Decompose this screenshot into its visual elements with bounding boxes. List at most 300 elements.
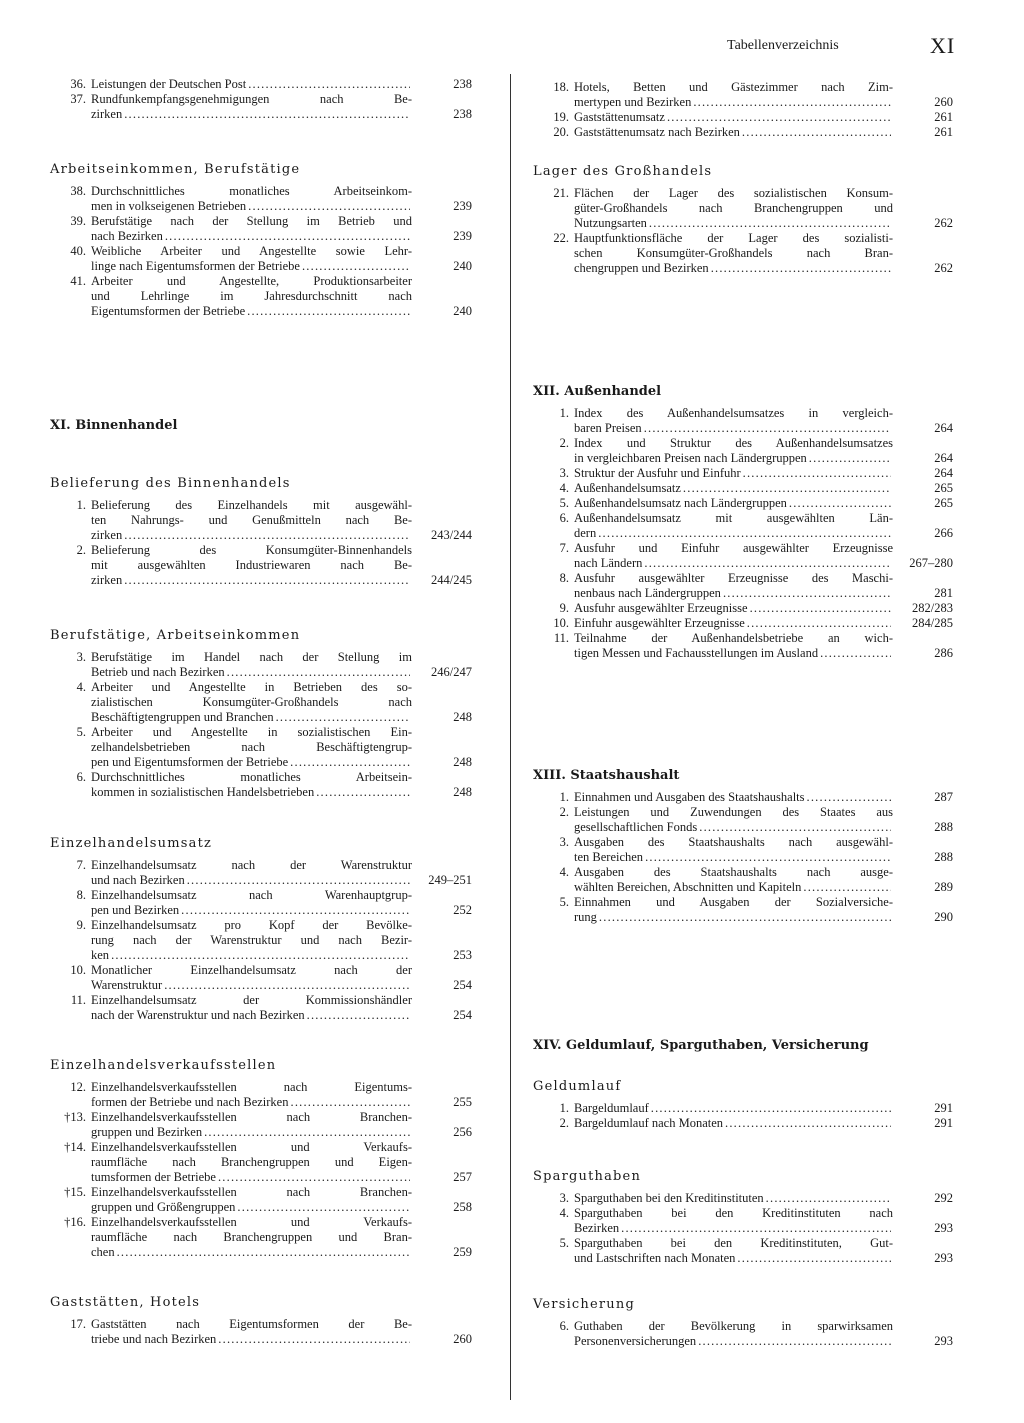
entry-title-text: triebe und nach Bezirken (91, 1332, 217, 1346)
entry-title-line (574, 1221, 893, 1236)
entry-title-text: Sparguthaben bei den Kreditinstituten (574, 1191, 764, 1205)
entry-title-text: nach Ländern (574, 556, 643, 570)
dot-leader (750, 601, 891, 616)
toc-entry (533, 481, 953, 496)
entry-page-number: 240 (453, 304, 472, 318)
entry-title-text: formen der Betriebe und nach Bezirken (91, 1095, 289, 1109)
entry-title-text: Gaststättenumsatz (574, 110, 665, 124)
dot-leader (644, 556, 891, 571)
subsection-block (50, 834, 472, 1023)
entry-list (533, 406, 953, 661)
entry-number: 19. (553, 110, 569, 124)
entry-title-line: Guthaben der Bevölkerung in sparwirksamen (574, 1319, 893, 1333)
entry-title-text: men in volkseigenen Betrieben (91, 199, 247, 213)
entry-page-number: 288 (934, 820, 953, 834)
entry-number: 18. (553, 80, 569, 94)
dot-leader (667, 110, 891, 125)
entry-page-number: 266 (934, 526, 953, 540)
entry-block (50, 73, 472, 122)
toc-entry (533, 80, 953, 110)
entry-page-number: 282/283 (912, 601, 953, 615)
subsection-block (533, 162, 953, 276)
entry-title-line (574, 1116, 893, 1131)
column-divider (510, 74, 511, 1400)
entry-title-line: ten Nahrungs- und Genußmitteln nach Be- (91, 513, 412, 527)
dot-leader (302, 259, 410, 274)
entry-title-text: wählten Bereichen, Abschnitten und Kapiteln (574, 880, 802, 894)
subsection-block (50, 1056, 472, 1260)
entry-title-line: zialistischen Konsumgüter-Großhandels nach (91, 695, 412, 709)
entry-title-line: Belieferung des Konsumgüter-Binnenhandels (91, 543, 412, 557)
dot-leader (187, 873, 410, 888)
entry-title-text: gesellschaftlichen Fonds (574, 820, 698, 834)
entry-title-line: Ausfuhr und Einfuhr ausgewählter Erzeugnisse (574, 541, 893, 555)
entry-number: 10. (70, 963, 86, 977)
dot-leader (598, 526, 891, 541)
entry-title-text: nenbaus nach Ländergruppen (574, 586, 721, 600)
dot-leader (743, 466, 891, 481)
entry-title-line: raumfläche nach Branchengruppen und Bran- (91, 1230, 412, 1244)
entry-number: 5. (559, 1236, 569, 1250)
entry-title-line: Sparguthaben bei den Kreditinstituten nach (574, 1206, 893, 1220)
entry-title-line: Einzelhandelsumsatz pro Kopf der Bevölke- (91, 918, 412, 932)
dot-leader (809, 451, 891, 466)
entry-title-line (574, 790, 893, 805)
toc-entry (533, 805, 953, 835)
entry-title-text: tigen Messen und Fachausstellungen im Ausland (574, 646, 819, 660)
entry-number: 4. (559, 1206, 569, 1220)
entry-list (50, 498, 472, 588)
entry-title-line (574, 556, 893, 571)
entry-title-line (574, 910, 893, 925)
toc-entry (533, 835, 953, 865)
entry-number: 4. (559, 481, 569, 495)
entry-title-text: pen und Bezirken (91, 903, 180, 917)
entry-title-line (574, 1251, 893, 1266)
entry-title-line (574, 451, 893, 466)
entry-number: 8. (76, 888, 86, 902)
toc-entry (533, 1116, 953, 1131)
entry-number: 9. (559, 601, 569, 615)
subsection-heading: Einzelhandelsverkaufsstellen (50, 1058, 277, 1073)
entry-number: 36. (70, 77, 86, 91)
entry-title-text: zirken (91, 107, 123, 121)
dot-leader (789, 496, 891, 511)
entry-title-text: gruppen und Bezirken (91, 1125, 203, 1139)
entry-number: 40. (70, 244, 86, 258)
entry-title-line (91, 528, 412, 543)
subsection-block (50, 474, 472, 588)
entry-title-line (91, 710, 412, 725)
entry-title-line (574, 1334, 893, 1349)
dot-leader (247, 304, 410, 319)
subsection-heading: Einzelhandelsumsatz (50, 836, 213, 851)
toc-entry (533, 1101, 953, 1116)
toc-entry (50, 993, 472, 1023)
subsection-heading: Gaststätten, Hotels (50, 1295, 201, 1310)
entry-page-number: 264 (934, 466, 953, 480)
toc-entry (533, 1319, 953, 1349)
toc-entry (533, 110, 953, 125)
entry-number: 6. (559, 1319, 569, 1333)
entry-number: 3. (559, 835, 569, 849)
entry-list (50, 184, 472, 319)
entry-title-text: rung (574, 910, 597, 924)
entry-page-number: 239 (453, 229, 472, 243)
entry-title-line (574, 95, 893, 110)
entry-page-number: 293 (934, 1221, 953, 1235)
entry-title-line (574, 421, 893, 436)
entry-number: 21. (553, 186, 569, 200)
entry-title-text: Ausfuhr ausgewählter Erzeugnisse (574, 601, 748, 615)
section-heading: XII. Außenhandel (533, 384, 662, 399)
entry-number: 5. (76, 725, 86, 739)
entry-title-line: rung nach der Warenstruktur und nach Bezir- (91, 933, 412, 947)
entry-title-line (91, 259, 412, 274)
dot-leader (649, 216, 891, 231)
entry-number: 2. (559, 1116, 569, 1130)
section-block (50, 416, 472, 436)
entry-page-number: 264 (934, 421, 953, 435)
entry-title-line (574, 1101, 893, 1116)
entry-page-number: 259 (453, 1245, 472, 1259)
dot-leader (699, 820, 891, 835)
subsection-block (533, 1295, 953, 1349)
toc-entry (50, 1080, 472, 1110)
entry-title-line (574, 110, 893, 125)
entry-title-line: Sparguthaben bei den Kreditinstituten, Gut- (574, 1236, 893, 1250)
dot-leader (204, 1125, 410, 1140)
entry-title-line (91, 755, 412, 770)
toc-entry (50, 888, 472, 918)
dot-leader (276, 710, 410, 725)
entry-title-line: Rundfunkempfangsgenehmigungen nach Be- (91, 92, 412, 106)
entry-title-line (574, 601, 893, 616)
entry-title-line: mit ausgewählten Industriewaren nach Be- (91, 558, 412, 572)
entry-number: 3. (559, 1191, 569, 1205)
entry-page-number: 248 (453, 785, 472, 799)
entry-title-line (574, 216, 893, 231)
entry-page-number: 255 (453, 1095, 472, 1109)
entry-list (50, 1080, 472, 1260)
toc-entry (50, 918, 472, 963)
entry-list (533, 1319, 953, 1349)
entry-page-number: 258 (453, 1200, 472, 1214)
section-block (533, 766, 953, 925)
entry-list (533, 186, 953, 276)
toc-entry (50, 963, 472, 993)
entry-page-number: 267–280 (909, 556, 953, 570)
subsection-block (533, 1077, 953, 1131)
entry-number: 2. (76, 543, 86, 557)
dot-leader (290, 755, 410, 770)
entry-page-number: 238 (453, 107, 472, 121)
entry-title-text: zirken (91, 528, 123, 542)
entry-page-number: 254 (453, 1008, 472, 1022)
entry-title-line (574, 880, 893, 895)
dot-leader (807, 790, 891, 805)
toc-entry (50, 1140, 472, 1185)
entry-title-line: Weibliche Arbeiter und Angestellte sowie Lehr- (91, 244, 412, 258)
toc-entry (533, 895, 953, 925)
entry-title-line (574, 125, 893, 140)
subsection-heading: Lager des Großhandels (533, 164, 713, 179)
entry-title-line (91, 978, 412, 993)
subsection-heading: Berufstätige, Arbeitseinkommen (50, 628, 301, 643)
entry-title-text: Struktur der Ausfuhr und Einfuhr (574, 466, 741, 480)
toc-entry (533, 125, 953, 140)
entry-title-text: Nutzungsarten (574, 216, 647, 230)
entry-title-line (91, 199, 412, 214)
entry-number: 17. (70, 1317, 86, 1331)
toc-entry (50, 274, 472, 319)
entry-number: †13. (64, 1110, 86, 1124)
toc-entry (50, 1110, 472, 1140)
entry-number: 1. (559, 790, 569, 804)
entry-title-text: baren Preisen (574, 421, 642, 435)
dot-leader (820, 646, 891, 661)
entry-page-number: 286 (934, 646, 953, 660)
toc-entry (533, 571, 953, 601)
entry-list (50, 858, 472, 1023)
toc-entry (50, 184, 472, 214)
entry-title-text: ten Bereichen (574, 850, 644, 864)
entry-page-number: 291 (934, 1101, 953, 1115)
entry-title-line (91, 229, 412, 244)
subsection-heading: Versicherung (533, 1297, 635, 1312)
dot-leader (747, 616, 891, 631)
entry-page-number: 248 (453, 710, 472, 724)
entry-number: 37. (70, 92, 86, 106)
entry-title-line: Einzelhandelsverkaufsstellen und Verkaufs- (91, 1215, 412, 1229)
entry-title-line (91, 107, 412, 122)
toc-entry (50, 543, 472, 588)
entry-title-text: Betrieb und nach Bezirken (91, 665, 225, 679)
entry-number: 2. (559, 436, 569, 450)
entry-title-line (574, 850, 893, 865)
entry-page-number: 293 (934, 1251, 953, 1265)
entry-title-line (574, 526, 893, 541)
entry-title-line: güter-Großhandels nach Branchengruppen und (574, 201, 893, 215)
entry-title-line: Hauptfunktionsfläche der Lager des sozialisti- (574, 231, 893, 245)
dot-leader (218, 1332, 410, 1347)
entry-title-text: Warenstruktur (91, 978, 163, 992)
subsection-heading: Arbeitseinkommen, Berufstätige (50, 162, 301, 177)
entry-title-text: Beschäftigtengruppen und Branchen (91, 710, 274, 724)
entry-title-text: pen und Eigentumsformen der Betriebe (91, 755, 289, 769)
entry-title-line: Leistungen und Zuwendungen des Staates aus (574, 805, 893, 819)
entry-title-line: Monatlicher Einzelhandelsumsatz nach der (91, 963, 412, 977)
entry-title-text: und nach Bezirken (91, 873, 185, 887)
toc-entry (50, 244, 472, 274)
dot-leader (651, 1101, 891, 1116)
entry-title-line: zelhandelsbetrieben nach Beschäftigtengrup- (91, 740, 412, 754)
dot-leader (723, 586, 891, 601)
entry-title-line (91, 1245, 412, 1260)
dot-leader (164, 978, 410, 993)
entry-page-number: 288 (934, 850, 953, 864)
toc-entry (50, 92, 472, 122)
entry-page-number: 291 (934, 1116, 953, 1130)
section-heading: XI. Binnenhandel (50, 418, 178, 433)
entry-title-text: nach Bezirken (91, 229, 163, 243)
entry-page-number: 248 (453, 755, 472, 769)
entry-number: †15. (64, 1185, 86, 1199)
toc-entry (50, 725, 472, 770)
entry-title-text: Außenhandelsumsatz (574, 481, 681, 495)
entry-number: 38. (70, 184, 86, 198)
dot-leader (725, 1116, 891, 1131)
subsection-block (50, 626, 472, 800)
entry-title-line (574, 261, 893, 276)
entry-title-line: Einzelhandelsumsatz der Kommissionshändler (91, 993, 412, 1007)
entry-title-text: Einfuhr ausgewählter Erzeugnisse (574, 616, 745, 630)
entry-title-text: linge nach Eigentumsformen der Betriebe (91, 259, 300, 273)
entry-title-line: Ausgaben des Staatshaushalts nach ausge- (574, 865, 893, 879)
toc-entry (50, 650, 472, 680)
entry-page-number: 260 (934, 95, 953, 109)
entry-number: 4. (76, 680, 86, 694)
dot-leader (124, 107, 410, 122)
entry-title-text: mertypen und Bezirken (574, 95, 692, 109)
entry-title-line (574, 466, 893, 481)
entry-list (50, 1317, 472, 1347)
entry-title-line (574, 481, 893, 496)
entry-list (533, 80, 953, 140)
entry-title-text: Bargeldumlauf nach Monaten (574, 1116, 724, 1130)
toc-entry (50, 77, 472, 92)
entry-number: 11. (553, 631, 569, 645)
entry-number: 12. (70, 1080, 86, 1094)
toc-entry (533, 496, 953, 511)
dot-leader (803, 880, 891, 895)
entry-title-line: Index des Außenhandelsumsatzes in vergleich- (574, 406, 893, 420)
entry-page-number: 265 (934, 481, 953, 495)
section-block (533, 382, 953, 661)
entry-title-line (91, 665, 412, 680)
dot-leader (248, 77, 410, 92)
entry-title-text: chengruppen und Bezirken (574, 261, 709, 275)
entry-title-text: gruppen und Größengruppen (91, 1200, 236, 1214)
entry-page-number: 243/244 (431, 528, 472, 542)
toc-entry (533, 1191, 953, 1206)
dot-leader (237, 1200, 410, 1215)
entry-title-line: Einzelhandelsumsatz nach Warenhauptgrup- (91, 888, 412, 902)
entry-list (533, 790, 953, 925)
entry-number: 4. (559, 865, 569, 879)
entry-title-line: Arbeiter und Angestellte in Betrieben des so- (91, 680, 412, 694)
entry-title-line (91, 948, 412, 963)
entry-number: 7. (559, 541, 569, 555)
entry-title-line: Einzelhandelsverkaufsstellen nach Branchen- (91, 1110, 412, 1124)
entry-number: 6. (559, 511, 569, 525)
toc-entry (533, 1206, 953, 1236)
dot-leader (111, 948, 410, 963)
dot-leader (693, 95, 891, 110)
entry-page-number: 256 (453, 1125, 472, 1139)
dot-leader (599, 910, 891, 925)
entry-page-number: 249–251 (428, 873, 472, 887)
entry-number: 20. (553, 125, 569, 139)
entry-title-text: Gaststättenumsatz nach Bezirken (574, 125, 740, 139)
entry-title-line: Berufstätige im Handel nach der Stellung im (91, 650, 412, 664)
entry-number: †16. (64, 1215, 86, 1229)
entry-title-text: chen (91, 1245, 115, 1259)
entry-page-number: 254 (453, 978, 472, 992)
toc-entry (50, 1185, 472, 1215)
subsection-block (50, 1293, 472, 1347)
entry-title-text: Bargeldumlauf (574, 1101, 649, 1115)
entry-number: 22. (553, 231, 569, 245)
entry-title-line (91, 1095, 412, 1110)
entry-title-line: Gaststätten nach Eigentumsformen der Be- (91, 1317, 412, 1331)
entry-title-text: in vergleichbaren Preisen nach Ländergruppen (574, 451, 807, 465)
toc-entry (533, 231, 953, 276)
toc-entry (533, 186, 953, 231)
dot-leader (181, 903, 410, 918)
entry-title-text: nach der Warenstruktur und nach Bezirken (91, 1008, 305, 1022)
toc-entry (533, 616, 953, 631)
entry-title-line: und Lehrlinge im Jahresdurchschnitt nach (91, 289, 412, 303)
entry-title-line: Teilnahme der Außenhandelsbetriebe an wich- (574, 631, 893, 645)
entry-title-text: kommen in sozialistischen Handelsbetrieben (91, 785, 315, 799)
entry-title-line: Durchschnittliches monatliches Arbeitseinkom- (91, 184, 412, 198)
toc-entry (533, 406, 953, 436)
entry-number: 6. (76, 770, 86, 784)
entry-title-text: dern (574, 526, 597, 540)
entry-page-number: 293 (934, 1334, 953, 1348)
entry-title-line (91, 1200, 412, 1215)
entry-title-text: Außenhandelsumsatz nach Ländergruppen (574, 496, 787, 510)
entry-page-number: 287 (934, 790, 953, 804)
entry-title-line (574, 586, 893, 601)
page-header (0, 33, 1024, 60)
toc-entry (50, 1215, 472, 1260)
dot-leader (291, 1095, 411, 1110)
entry-number: 5. (559, 895, 569, 909)
entry-page-number: 253 (453, 948, 472, 962)
entry-title-line: Hotels, Betten und Gästezimmer nach Zim- (574, 80, 893, 94)
entry-page-number: 281 (934, 586, 953, 600)
toc-entry (50, 858, 472, 888)
dot-leader (117, 1245, 410, 1260)
dot-leader (248, 199, 410, 214)
entry-page-number: 292 (934, 1191, 953, 1205)
entry-number: 2. (559, 805, 569, 819)
dot-leader (307, 1008, 410, 1023)
entry-title-line: Einzelhandelsumsatz nach der Warenstruktur (91, 858, 412, 872)
toc-entry (50, 770, 472, 800)
entry-page-number: 264 (934, 451, 953, 465)
entry-page-number: 262 (934, 216, 953, 230)
dot-leader (737, 1251, 891, 1266)
dot-leader (621, 1221, 891, 1236)
subsection-heading: Geldumlauf (533, 1079, 622, 1094)
entry-number: 3. (559, 466, 569, 480)
entry-title-line (574, 616, 893, 631)
entry-title-text: tumsformen der Betriebe (91, 1170, 216, 1184)
entry-page-number: 252 (453, 903, 472, 917)
section-heading: XIII. Staatshaushalt (533, 768, 680, 783)
entry-title-text: Einnahmen und Ausgaben des Staatshaushalts (574, 790, 805, 804)
toc-entry (50, 498, 472, 543)
dot-leader (218, 1170, 410, 1185)
toc-entry (533, 1236, 953, 1266)
entry-title-line (91, 1332, 412, 1347)
toc-entry (50, 1317, 472, 1347)
entry-title-line: Arbeiter und Angestellte, Produktionsarbeiter (91, 274, 412, 288)
entry-page-number: 260 (453, 1332, 472, 1346)
